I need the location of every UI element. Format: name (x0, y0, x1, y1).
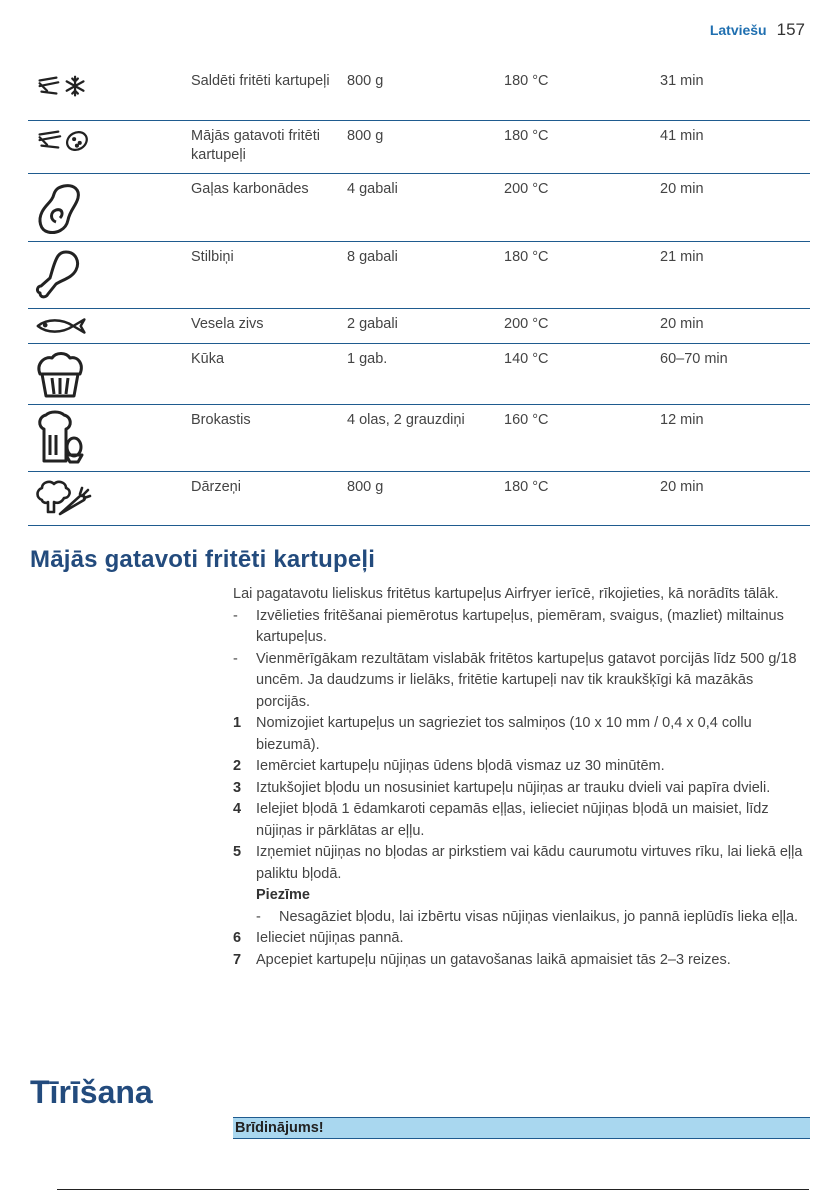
page-number: 157 (776, 20, 805, 39)
temperature: 180 °C (504, 249, 549, 265)
step-item (233, 950, 811, 972)
step-text: Izņemiet nūjiņas no bļodas ar pirkstiem vai kādu caurumotu virtuves rīku, lai liekā eļļa paliktu bļodā. (256, 844, 803, 882)
page-header (710, 20, 805, 40)
breakfast-icon (34, 409, 86, 465)
step-number: 3 (233, 779, 242, 796)
bullet-marker: - (256, 908, 261, 925)
step-text: Iztukšojiet bļodu un nosusiniet kartupeļu nūjiņas ar trauku dvieli vai papīra dvieli. (256, 779, 771, 796)
vegetables-icon (34, 478, 92, 518)
list-item (233, 606, 811, 649)
step-text: Iemērciet kartupeļu nūjiņas ūdens bļodā vismaz uz 30 minūtēm. (256, 758, 665, 774)
homemade-fries-icon (34, 126, 90, 156)
temperature: 200 °C (504, 316, 549, 332)
step-item (233, 713, 811, 756)
frozen-fries-icon (34, 72, 90, 102)
amount: 800 g (347, 128, 384, 144)
amount: 1 gab. (347, 351, 388, 367)
amount: 2 gabali (347, 316, 398, 332)
bullet-text: Vienmērīgākam rezultātam vislabāk fritētos kartupeļus gatavot porcijās līdz 500 g/18 uncēm. Ja daudzums ir lielāks, fritētie kartupeļi nav tik kraukšķīgi kā mazākās porcijās. (256, 650, 797, 710)
step-number: 2 (233, 758, 242, 774)
temperature: 180 °C (504, 479, 549, 495)
step-number: 4 (233, 801, 242, 817)
step-text: Ielejiet bļodā 1 ēdamkaroti cepamās eļļas, ielieciet nūjiņas bļodā un maisiet, līdz nūjiņas ir pārklātas ar eļļu. (256, 801, 769, 839)
section-title-homemade-fries: Mājās gatavoti fritēti kartupeļi (30, 546, 376, 573)
intro-text: Lai pagatavotu lieliskus fritētus kartupeļus Airfryer ierīcē, rīkojieties, kā norādīts tālāk. (233, 586, 779, 602)
step-number: 7 (233, 951, 242, 968)
time: 60–70 min (660, 351, 728, 367)
time: 41 min (660, 128, 704, 144)
footer-divider (57, 1189, 809, 1190)
cooking-table (28, 66, 810, 526)
bullet-marker: - (233, 607, 238, 624)
amount: 800 g (347, 479, 384, 495)
table-row (28, 242, 810, 309)
amount: 800 g (347, 73, 384, 89)
food-name: Dārzeņi (191, 479, 241, 495)
amount: 4 gabali (347, 181, 398, 197)
note-text: Nesagāziet bļodu, lai izbērtu visas nūjiņas vienlaikus, jo pannā ieplūdīs lieka eļļa. (279, 908, 799, 925)
food-name: Kūka (191, 351, 225, 367)
time: 31 min (660, 73, 704, 89)
food-name: Mājās gatavoti fritēti kartupeļi (191, 128, 320, 163)
instructions (233, 584, 811, 971)
cake-icon (34, 350, 86, 400)
drumstick-icon (34, 246, 84, 302)
temperature: 200 °C (504, 181, 549, 197)
temperature: 180 °C (504, 128, 549, 144)
warning-box (233, 1117, 810, 1139)
time: 20 min (660, 316, 704, 332)
table-row (28, 405, 810, 472)
table-row (28, 66, 810, 121)
warning-label: Brīdinājums! (235, 1120, 324, 1136)
section-title-cleaning: Tīrīšana (30, 1074, 153, 1110)
table-row (28, 472, 810, 526)
bullet-text: Izvēlieties fritēšanai piemērotus kartupeļus, piemēram, svaigus, (mazliet) miltainus kartupeļus. (256, 607, 784, 645)
step-number: 5 (233, 844, 242, 860)
food-name: Brokastis (191, 412, 251, 428)
food-name: Gaļas karbonādes (191, 181, 309, 197)
food-name: Saldēti fritēti kartupeļi (191, 73, 330, 89)
note-title: Piezīme (256, 887, 310, 903)
step-text: Ielieciet nūjiņas pannā. (256, 930, 404, 946)
time: 20 min (660, 181, 704, 197)
step-item (233, 778, 811, 800)
food-name: Vesela zivs (191, 316, 264, 332)
table-row (28, 309, 810, 344)
table-row (28, 344, 810, 405)
step-item (233, 928, 811, 950)
temperature: 180 °C (504, 73, 549, 89)
meat-chop-icon (34, 180, 84, 236)
step-item (233, 799, 811, 842)
note-item (233, 907, 811, 929)
step-number: 1 (233, 715, 242, 731)
time: 20 min (660, 479, 704, 495)
time: 12 min (660, 412, 704, 428)
step-number: 6 (233, 930, 242, 946)
language-label: Latviešu (709, 22, 767, 38)
temperature: 140 °C (504, 351, 549, 367)
food-name: Stilbiņi (191, 249, 234, 265)
temperature: 160 °C (504, 412, 549, 428)
bullet-marker: - (233, 650, 238, 667)
list-item (233, 649, 811, 714)
amount: 8 gabali (347, 249, 398, 265)
amount: 4 olas, 2 grauzdiņi (347, 412, 465, 428)
fish-icon (34, 316, 90, 336)
step-item (233, 842, 811, 885)
table-row (28, 121, 810, 174)
table-row (28, 174, 810, 242)
time: 21 min (660, 249, 704, 265)
step-item (233, 756, 811, 778)
step-text: Nomizojiet kartupeļus un sagrieziet tos salmiņos (10 x 10 mm / 0,4 x 0,4 collu biezumā). (256, 715, 752, 753)
step-text: Apcepiet kartupeļu nūjiņas un gatavošanas laikā apmaisiet tās 2–3 reizes. (256, 951, 731, 968)
